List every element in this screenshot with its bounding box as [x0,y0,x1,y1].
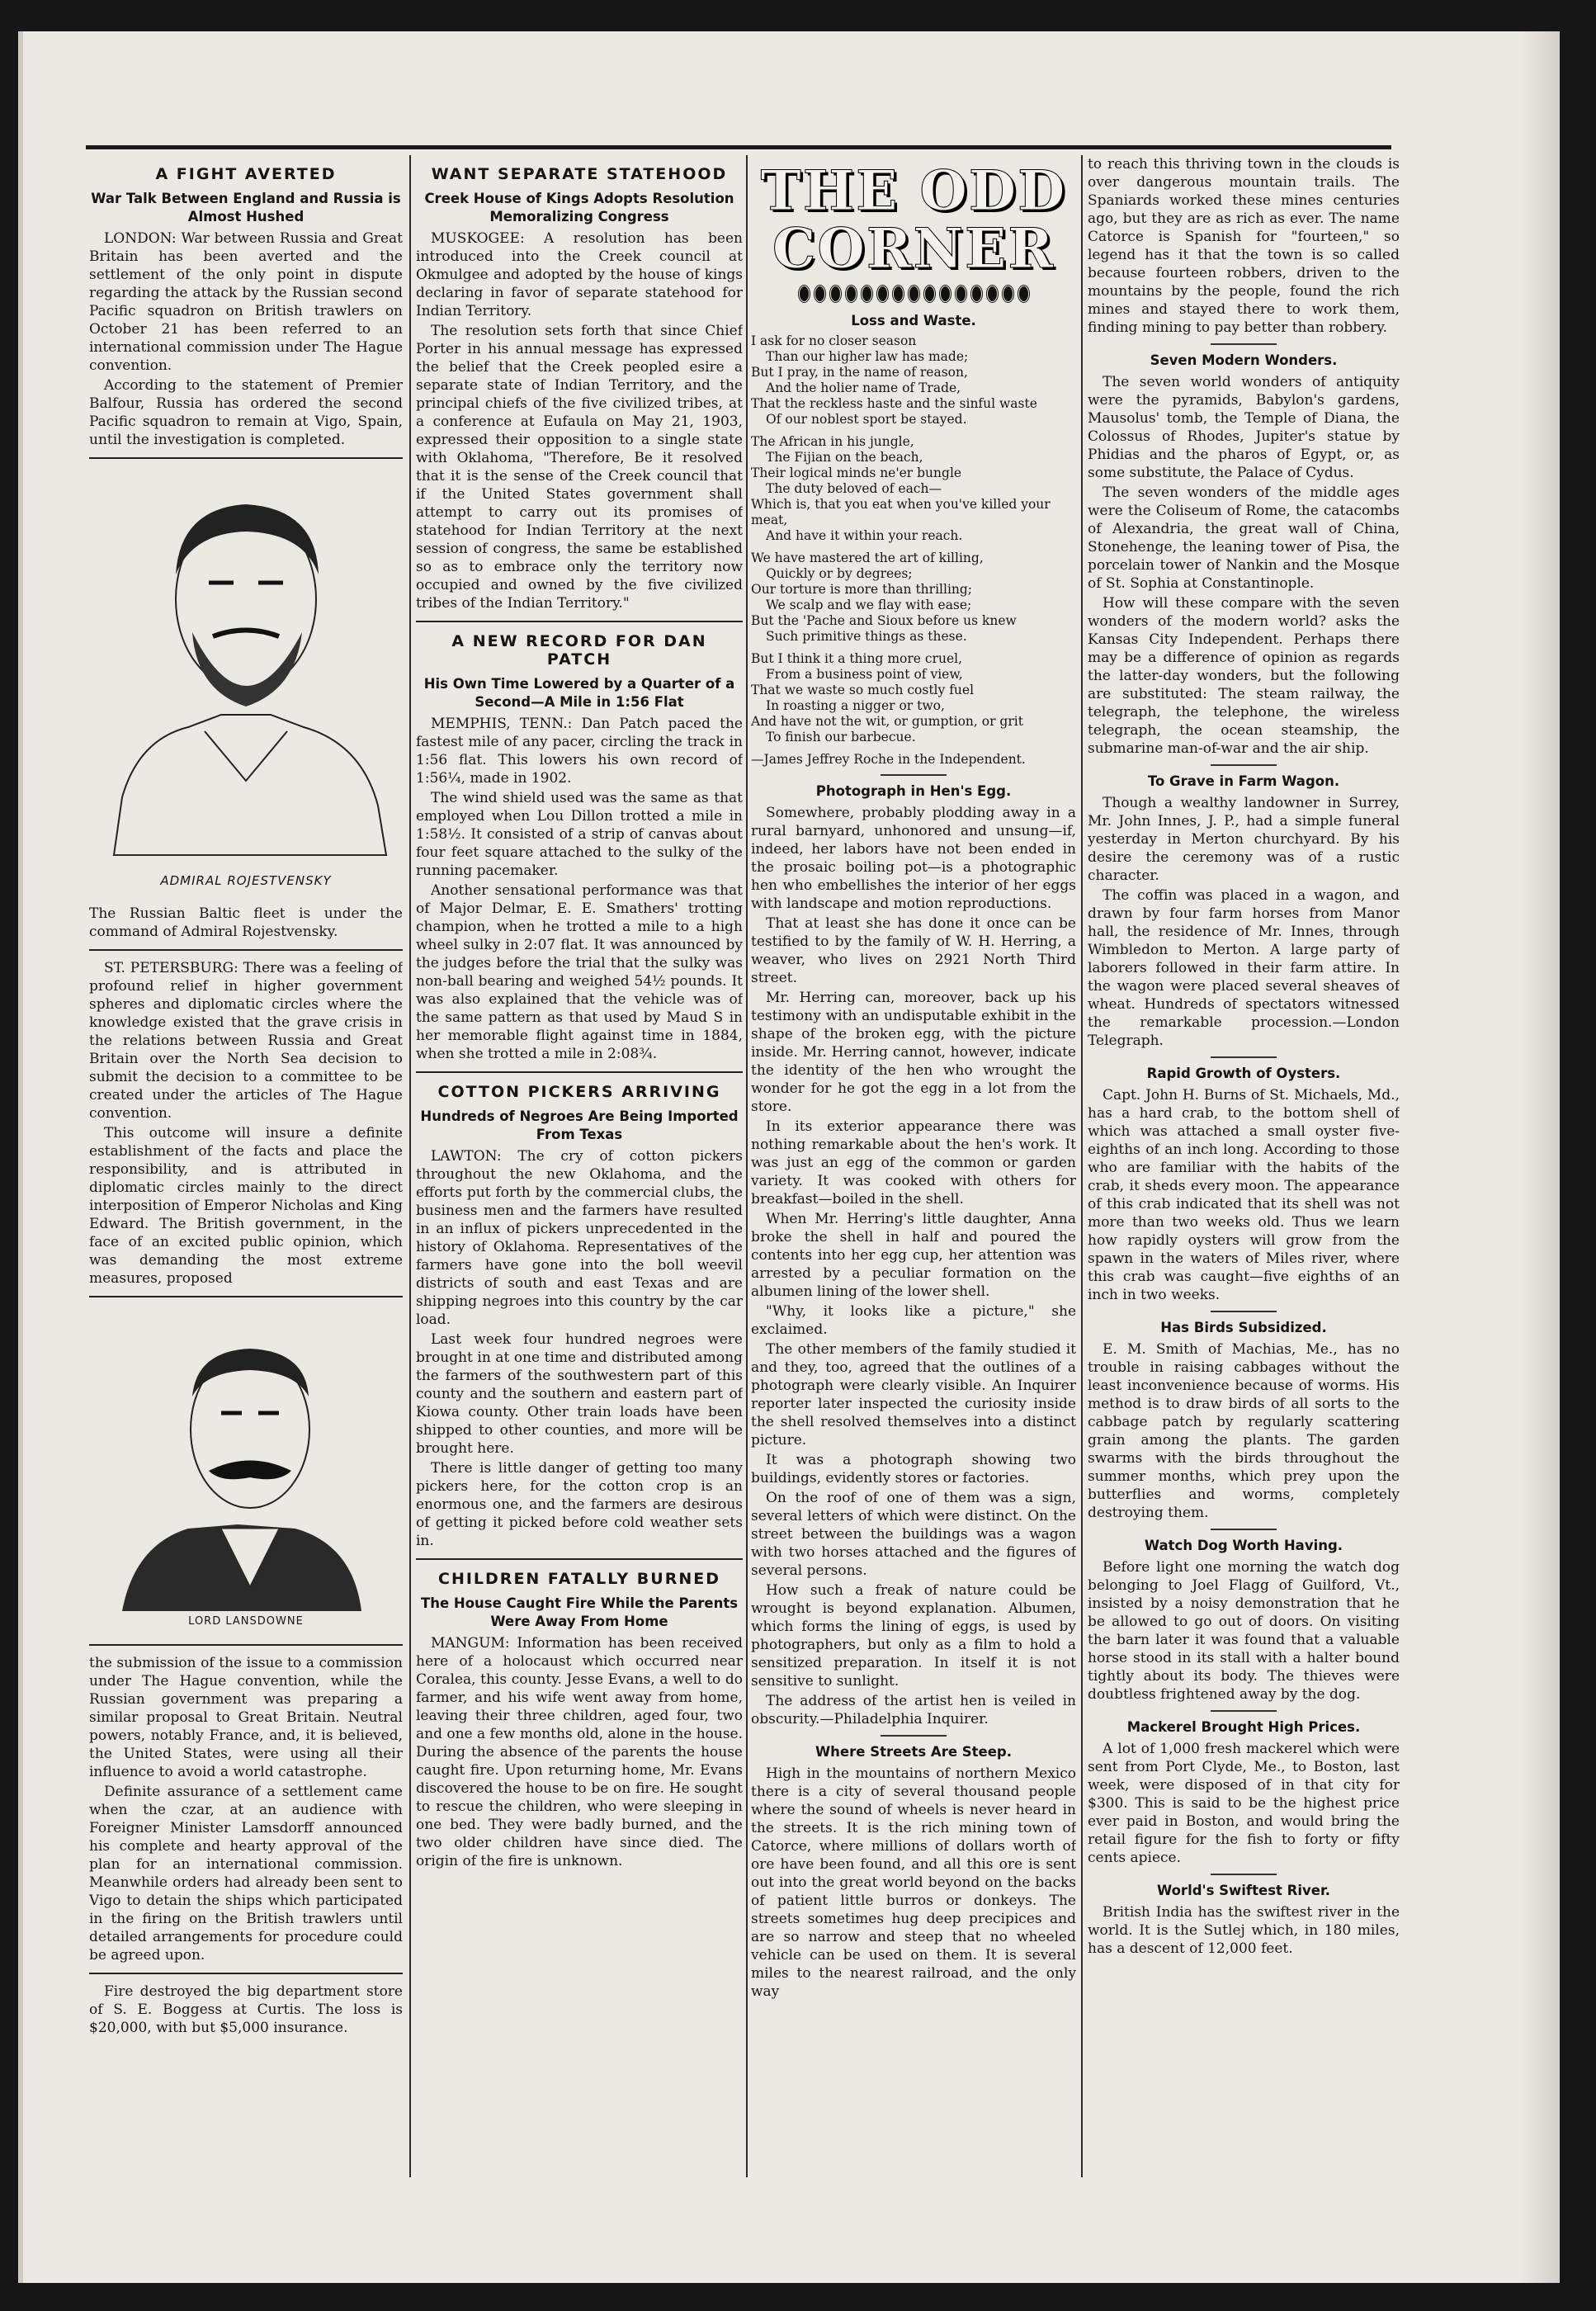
poem-line: We have mastered the art of killing, [751,551,984,565]
poem-line: And the holier name of Trade, [766,380,961,395]
article-paragraph: British India has the swiftest river in the world. It is the Sutlej which, in 180 miles, has a descent of 12,000 feet. [1088,1904,1400,1957]
subhead-seven-wonders: Seven Modern Wonders. [1150,352,1338,368]
article-paragraph: to reach this thriving town in the clouds is over dangerous mountain trails. The Spaniards worked these mines centuries ago, but they are as rich as ever. The name Catorce is Spanish for "fourteen," so legend has it that the town is so called because fourteen robbers, driven to the mountains by the people, found the rich mines and stayed there to work them, finding mining to pay better than robbery. [1088,156,1400,336]
odd-corner-masthead [751,158,1076,281]
caption-text: The Russian Baltic fleet is under the command of Admiral Rojestvensky. [89,905,403,940]
article-paragraph: That at least she has done it once can be testified to by the family of W. H. Herring, a weaver, who lives on 2921 North Third street. [751,915,1076,986]
column-rule [746,155,748,2177]
poem-stanza [751,434,1076,544]
article-paragraph: When Mr. Herring's little daughter, Anna broke the shell in half and poured the contents into her egg cup, her attention was arrested by a peculiar formation on the albumen lining of the lower shell. [751,1211,1076,1300]
subhead-streets-steep: Where Streets Are Steep. [815,1744,1013,1760]
subhead-mackerel: Mackerel Brought High Prices. [1126,1719,1361,1735]
short-rule [1211,764,1277,766]
poem-line: But I pray, in the name of reason, [751,365,968,380]
poem-body [751,333,1076,745]
poem-stanza [751,551,1076,645]
poem-line: But I think it a thing more cruel, [751,651,962,666]
column-3 [751,155,1076,2219]
article-paragraph: Before light one morning the watch dog belonging to Joel Flagg of Guilford, Vt., insisted by a noisy demonstration that he be allowed to go out of doors. On visiting the barn later it was found that a valuable horse stood in its stall with a halter bound tightly about its body. The thieves were doubtless frightened away by the dog. [1088,1559,1400,1703]
top-rule [86,145,1391,149]
article-paragraph: ST. PETERSBURG: There was a feeling of profound relief in higher government spheres and diplomatic circles where the knowledge existed that the grave crisis in the relations between Russia and Great Britain over the North Sea decision to submit the decision to a committee to be created under the articles of The Hague convention. [89,960,403,1122]
section-rule [89,949,403,951]
article-paragraph: Another sensational performance was that of Major Delmar, E. E. Smathers' trotting champion, when he trotted a mile to a high wheel sulky in 2:07 flat. It was announced by the judges before the trial that the sulky was non-ball bearing and weighed 54½ pounds. It was also explained that the vehicle was of the same pattern as that used by Maud S in her memorable flight against time in 1884, when she trotted a mile in 2:08¾. [416,882,743,1062]
poem-line: From a business point of view, [766,667,963,682]
section-rule [89,1644,403,1646]
poem-line: That we waste so much costly fuel [751,683,975,697]
article-paragraph: the submission of the issue to a commission under The Hague convention, while the Russian government was preparing a similar proposal to Great Britain. Neutral powers, notably France, and, it is believed, the United States, were using all their influence to avoid a world catastrophe. [89,1655,403,1780]
poem-stanza [751,333,1076,428]
article-paragraph: How will these compare with the seven wonders of the modern world? asks the Kansas City Independent. Perhaps there may be a difference of opinion as regards the latter-day wonders, but the following are substituted: The steam railway, the telegraph, the telephone, the wireless telegraph, the ocean steamship, the submarine man-of-war and the air ship. [1088,595,1400,757]
poem-line: I ask for no closer season [751,333,917,348]
poem-line: We scalp and we flay with ease; [766,598,972,612]
section-rule [89,457,403,459]
page-edge-right [1520,31,1560,2283]
poem-line: Our torture is more than thrilling; [751,582,973,597]
lansdowne-portrait [89,1306,403,1636]
subhead-children-burned: The House Caught Fire While the Parents Were Away From Home [420,1595,739,1629]
column-rule [1081,155,1083,2177]
article-paragraph: It was a photograph showing two buildings, evidently stores or factories. [751,1452,1076,1486]
article-paragraph: According to the statement of Premier Balfour, Russia has ordered the second Pacific squadron to remain at Vigo, Spain, until the investigation is completed. [89,377,403,448]
article-paragraph: Capt. John H. Burns of St. Michaels, Md., has a hard crab, to the bottom shell of which was attached a small oyster five-eighths of an inch long. According to those who are familiar with the habits of the crab, it sheds every moon. The appearance of this crab indicated that its shell was not more than two weeks old. Thus we learn how rapidly oysters will grow from the spawn in the waters of Miles river, where this crab was caught—five eighths of an inch in two weeks. [1088,1087,1400,1303]
admiral-portrait [89,467,403,896]
subhead-creek-house: Creek House of Kings Adopts Resolution Memoralizing Congress [424,191,734,224]
short-rule [1211,1056,1277,1058]
article-paragraph: LONDON: War between Russia and Great Britain has been averted and the settlement of the only point in dispute regarding the attack by the Russian second Pacific squadron on British trawlers on October 21 has been referred to an international commission under The Hague convention. [89,230,403,374]
newspaper-page [18,31,1560,2283]
article-paragraph: How such a freak of nature could be wrought is beyond explanation. Albumen, which forms the lining of eggs, is used by photographers, but only as a film to hold a sensitized preparation. In itself it is not sensitive to sunlight. [751,1582,1076,1690]
short-rule [1211,1874,1277,1875]
headline-separate-statehood: WANT SEPARATE STATEHOOD [431,165,728,183]
admiral-engraving [89,467,403,896]
article-paragraph: High in the mountains of northern Mexico there is a city of several thousand people where the sound of wheels is never heard in the streets. It is the rich mining town of Catorce, where millions of dollars worth of ore have been found, and all this ore is sent out into the great world beyond on the backs of patient little burros or donkeys. The streets sometimes hug deep precipices and are so narrow and steep that no wheeled vehicle can be used on them. It is several miles to the nearest railroad, and the only way [751,1765,1076,2000]
poem-title: Loss and Waste. [851,313,976,328]
section-rule [416,1071,743,1073]
column-1 [89,155,403,2219]
article-paragraph: The resolution sets forth that since Chief Porter in his annual message has expressed the belief that the Creek peopled esire a separate state of Indian Territory, and the principal chiefs of the five civilized tribes, at a conference at Eufaula on May 21, 1903, expressed their opposition to a single state with Oklahoma, "Therefore, Be it resolved that it is the sense of the Creek council that if the United States government shall attempt to carry out its promises of statehood for Indian Territory at the next session of congress, the same be established so as to embrace only the territory now occupied and owned by the five civilized tribes of the Indian Territory." [416,323,743,612]
portrait-caption-admiral: ADMIRAL ROJESTVENSKY [160,873,332,888]
masthead-line-1: THE ODD [760,158,1067,223]
headline-children-burned: CHILDREN FATALLY BURNED [438,1570,720,1588]
article-paragraph: LAWTON: The cry of cotton pickers throughout the new Oklahoma, and the efforts put forth by the commercial clubs, the business men and the farmers have resulted in an influx of pickers unprecedented in the history of Oklahoma. Representatives of the farmers have gone into the boll weevil districts of south and east Texas and are shipping negroes into this country by the car load. [416,1148,743,1328]
headline-dan-patch: A NEW RECORD FOR DAN PATCH [451,632,707,669]
article-paragraph: There is little danger of getting too many pickers here, for the cotton crop is an enormous one, and the farmers are desirous of getting it picked before cold weather sets in. [416,1460,743,1549]
subhead-war-talk: War Talk Between England and Russia is Almost Hushed [91,191,401,224]
poem-line: Which is, that you eat when you've killed your meat, [751,497,1051,527]
subhead-birds: Has Birds Subsidized. [1160,1320,1327,1335]
article-paragraph: MANGUM: Information has been received here of a holocaust which occurred near Coralea, this county. Jesse Evans, a well to do farmer, and his wife went away from home, leaving their three children, aged four, two and one a few months old, alone in the house. During the absence of the parents the house caught fire. Upon returning home, Mr. Evans discovered the house to be on fire. He sought to rescue the children, who were sleeping in one bed. They were badly burned, and the two older children have since died. The origin of the fire is unknown. [416,1635,743,1869]
poem-line: And have not the wit, or gumption, or grit [751,714,1023,729]
masthead-line-2: CORNER [772,216,1055,281]
short-rule [1211,1311,1277,1312]
page-edge-left [18,31,23,2283]
article-paragraph: The coffin was placed in a wagon, and drawn by four farm horses from Manor hall, the residence of Mr. Innes, through Wimbledon to Merton. A large party of laborers followed in their farm attire. In the wagon were placed several sheaves of wheat. Hundreds of spectators witnessed the remarkable procession.—London Telegraph. [1088,887,1400,1049]
subhead-watch-dog: Watch Dog Worth Having. [1144,1538,1343,1553]
portrait-caption-lansdowne: LORD LANSDOWNE [188,1615,304,1628]
article-paragraph: On the roof of one of them was a sign, several letters of which were distinct. On the street between the buildings was a wagon with two horses attached and the figures of several persons. [751,1490,1076,1579]
poem-line: And have it within your reach. [766,528,963,543]
article-paragraph: "Why, it looks like a picture," she exclaimed. [751,1303,1076,1338]
article-paragraph: Somewhere, probably plodding away in a rural barnyard, unhonored and unsung—if, indeed, her labors have not been ended in the prosaic boiling pot—is a photographic hen who embellishes the interior of her eggs with landscape and motion reproductions. [751,805,1076,912]
poem-line: The duty beloved of each— [766,481,942,496]
subhead-swiftest-river: World's Swiftest River. [1156,1883,1331,1898]
poem-stanza [751,651,1076,745]
article-paragraph: E. M. Smith of Machias, Me., has no trouble in raising cabbages without the least inconvenience because of worms. His method is to draw birds of all sorts to the cabbage patch by regularly scattering grain among the plants. The garden swarms with the birds throughout the summer months, which prey upon the butterflies and worms, completely destroying them. [1088,1341,1400,1521]
decorative-border [751,284,1076,304]
poem-line: Than our higher law has made; [766,349,969,364]
article-paragraph: Though a wealthy landowner in Surrey, Mr. John Innes, J. P., had a simple funeral yesterday in Merton churchyard. By his desire the ceremony was of a rustic character. [1088,795,1400,884]
short-rule [881,1735,947,1737]
section-rule [416,1558,743,1560]
column-4 [1088,155,1400,2219]
article-paragraph: The wind shield used was the same as that employed when Lou Dillon trotted a mile in 1:58½. It consisted of a strip of canvas about four feet square attached to the sulky of the running pacemaker. [416,790,743,879]
short-rule [1211,1710,1277,1712]
poem-line: The African in his jungle, [751,434,914,449]
article-paragraph: Last week four hundred negroes were brought in at one time and distributed among the farmers of the southwestern part of this county and the southern and eastern part of Kiowa county. Other train loads have been shipped to other counties, and more will be brought here. [416,1331,743,1457]
subhead-farm-wagon: To Grave in Farm Wagon. [1147,773,1340,789]
article-paragraph: The other members of the family studied it and they, too, agreed that the outlines of a photograph were clearly visible. An Inquirer reporter later inspected the curiosity inside the shell resolved themselves into a distinct picture. [751,1341,1076,1449]
article-paragraph: Definite assurance of a settlement came when the czar, at an audience with Foreigner Minister Lamsdorff announced his complete and hearty approval of the plan for an international commission. Meanwhile orders had already been sent to Vigo to detain the ships which participated in the firing on the British trawlers until detailed arrangements for procedure could be agreed upon. [89,1784,403,1964]
subhead-hens-egg: Photograph in Hen's Egg. [815,783,1012,799]
column-2 [416,155,743,2219]
column-rule [409,155,411,2177]
headline-cotton-pickers: COTTON PICKERS ARRIVING [437,1083,721,1101]
article-paragraph: MUSKOGEE: A resolution has been introduced into the Creek council at Okmulgee and adopted by the house of kings declaring in favor of separate statehood for Indian Territory. [416,230,743,319]
subhead-dan-patch: His Own Time Lowered by a Quarter of a Second—A Mile in 1:56 Flat [423,676,735,710]
short-rule [881,774,947,776]
poem-line: To finish our barbecue. [766,730,916,744]
article-paragraph: A lot of 1,000 fresh mackerel which were sent from Port Clyde, Me., to Boston, last week, were disposed of in that city for $300. This is said to be the highest price ever paid in Boston, and would bring the retail figure for the fish to forty or fifty cents apiece. [1088,1741,1400,1866]
poem-line: Such primitive things as these. [766,629,967,644]
poem-line: The Fijian on the beach, [766,450,923,465]
section-rule [416,621,743,622]
article-paragraph: In its exterior appearance there was nothing remarkable about the hen's work. It was just an egg of the common or garden variety. It was cooked with others for breakfast—boiled in the shell. [751,1118,1076,1207]
poem-line: Quickly or by degrees; [766,566,913,581]
poem-line: But the 'Pache and Sioux before us knew [751,613,1017,628]
short-rule [1211,343,1277,345]
article-paragraph: The address of the artist hen is veiled in obscurity.—Philadelphia Inquirer. [751,1693,1076,1727]
headline-fight-averted: A FIGHT AVERTED [155,165,337,183]
article-paragraph: MEMPHIS, TENN.: Dan Patch paced the fastest mile of any pacer, circling the track in 1:56 flat. This lowers his own record of 1:56¼, made in 1902. [416,716,743,787]
poem-line: That the reckless haste and the sinful waste [751,396,1037,411]
section-rule [89,1296,403,1297]
poem-attribution: —James Jeffrey Roche in the Independent. [751,752,1026,767]
article-paragraph: This outcome will insure a definite establishment of the facts and place the responsibility, and is attributed in diplomatic circles mainly to the direct interposition of Emperor Nicholas and King Edward. The British government, in the face of an excited public opinion, which was demanding the most extreme measures, proposed [89,1125,403,1287]
poem-line: Of our noblest sport be stayed. [766,412,967,427]
article-paragraph: The seven wonders of the middle ages were the Coliseum of Rome, the catacombs of Alexandria, the great wall of China, Stonehenge, the leaning tower of Pisa, the porcelain tower of Nankin and the Mosque of St. Sophia at Constantinople. [1088,484,1400,592]
lansdowne-engraving [89,1306,403,1636]
short-rule [1211,1529,1277,1530]
poem-line: Their logical minds ne'er bungle [751,466,962,480]
subhead-cotton-pickers: Hundreds of Negroes Are Being Imported From Texas [420,1108,739,1142]
poem-line: In roasting a nigger or two, [766,698,945,713]
article-paragraph: Mr. Herring can, moreover, back up his testimony with an undisputable exhibit in the shape of the broken egg, with the picture inside. Mr. Herring cannot, however, indicate the identity of the hen who wrought the wonder for he got the egg in a lot from the store. [751,990,1076,1115]
subhead-oysters: Rapid Growth of Oysters. [1146,1066,1341,1081]
article-paragraph: Fire destroyed the big department store of S. E. Boggess at Curtis. The loss is $20,000, with but $5,000 insurance. [89,1983,403,2036]
section-rule [89,1973,403,1974]
article-paragraph: The seven world wonders of antiquity were the pyramids, Babylon's gardens, Mausolus' tomb, the Temple of Diana, the Colossus of Rhodes, Jupiter's statue by Phidias and the pharos of Egypt, or, as some substitute, the Palace of Cydus. [1088,374,1400,481]
